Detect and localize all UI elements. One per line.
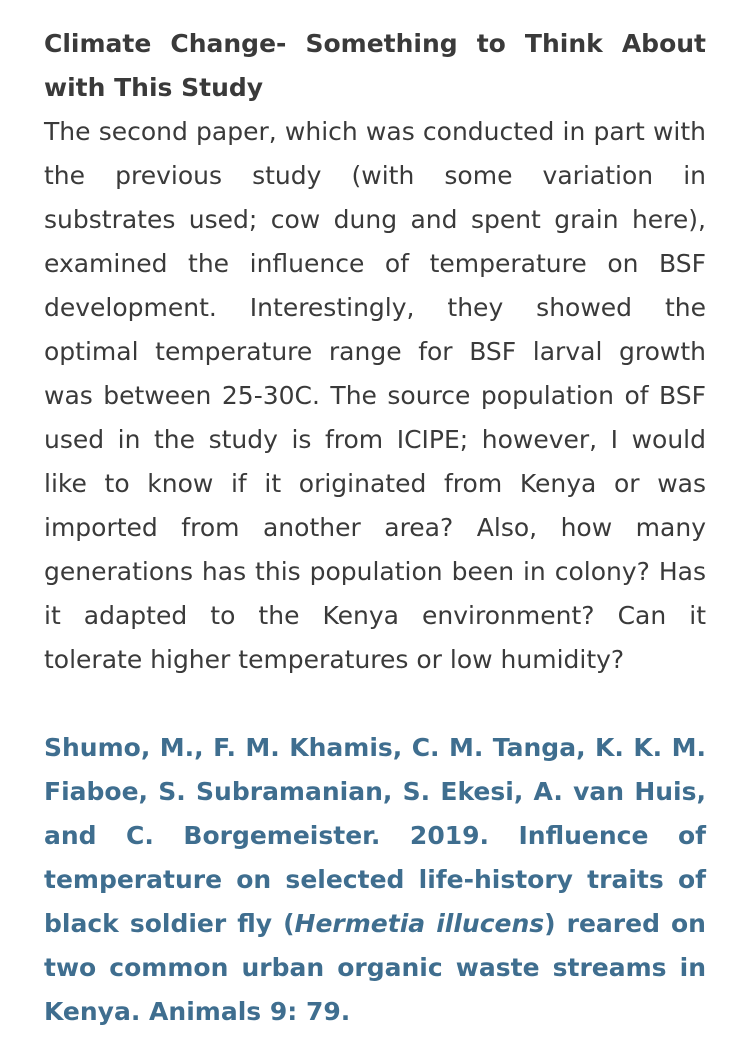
citation-link[interactable] — [44, 733, 706, 1026]
citation-text-end: ) reared on two common urban organic waste streams in Kenya. Animals 9: 79. — [44, 909, 706, 1026]
citation-text-start: Shumo, M., F. M. Khamis, C. M. Tanga, K. K. M. Fiaboe, S. Subramanian, S. Ekesi, A. van Huis, and C. Borgemeister. 2019. Influence of temperature on selected life-history traits of black soldier fly ( — [44, 733, 706, 938]
citation — [44, 726, 706, 1034]
citation-species: Hermetia illucens — [294, 909, 545, 938]
section-paragraph: The second paper, which was conducted in part with the previous study (with some variation in substrates used; cow dung and spent grain here), examined the influence of temperature on BSF development. Interestingly, they showed the optimal temperature range for BSF larval growth was between 25-30C. The source population of BSF used in the study is from ICIPE; however, I would like to know if it originated from Kenya or was imported from another area? Also, how many generations has this population been in colony? Has it adapted to the Kenya environment? Can it tolerate higher temperatures or low humidity? — [44, 117, 706, 674]
article-body — [44, 22, 706, 1034]
section-heading: Climate Change- Something to Think About with This Study — [44, 29, 706, 102]
